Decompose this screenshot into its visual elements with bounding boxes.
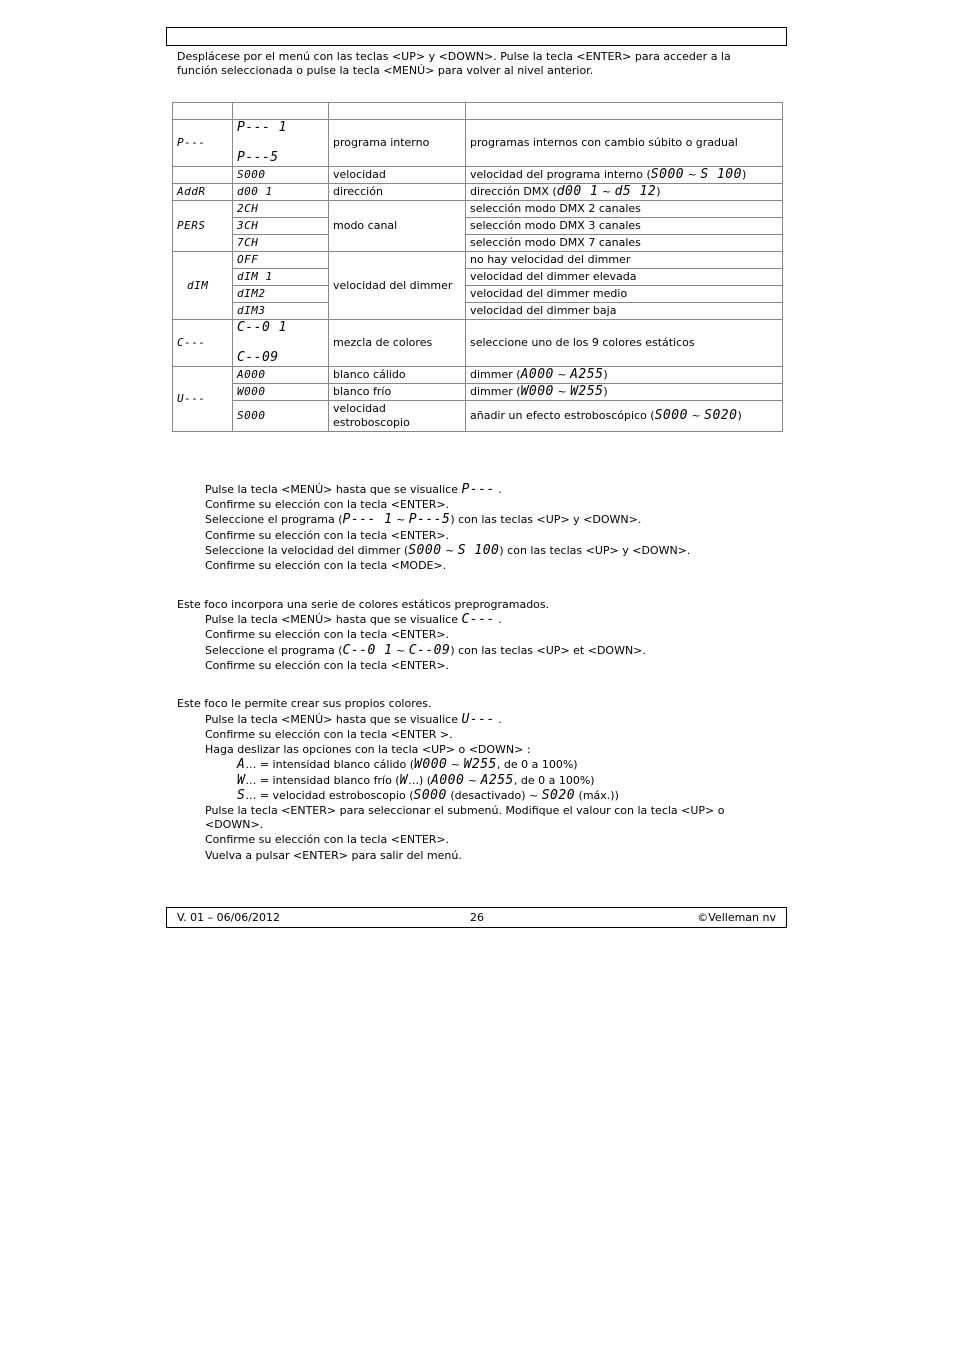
description-cell: selección modo DMX 7 canales [466,235,783,252]
page-number: 26 [470,911,484,924]
intro-line-2: función seleccionada o pulse la tecla <MENÚ> para volver al nivel anterior. [177,64,594,77]
step-line: Seleccione la velocidad del dimmer (S000 ~ S 100) con las teclas <UP> y <DOWN>. [205,543,691,558]
menu-table [172,102,783,432]
footer-copyright: ©Velleman nv [697,911,776,924]
table-row [173,201,783,218]
table-row [173,218,783,235]
function-cell: velocidad [329,167,466,184]
step-line: <DOWN>. [205,818,264,831]
description-cell: selección modo DMX 2 canales [466,201,783,218]
table-row [173,286,783,303]
step-line: Confirme su elección con la tecla <ENTER>. [205,833,450,846]
footer-version: V. 01 – 06/06/2012 [177,911,280,924]
submenu-code: P---5 [237,150,279,165]
table-row [173,384,783,401]
submenu-code: dIM2 [233,286,329,303]
step-line: Pulse la tecla <MENÚ> hasta que se visualice P--- . [205,482,502,497]
footer [166,907,787,928]
submenu-code: 7CH [233,235,329,252]
step-line: Confirme su elección con la tecla <ENTER>. [205,529,450,542]
option-line: S… = velocidad estroboscopio (S000 (desactivado) ~ S020 (máx.)) [237,788,619,803]
submenu-code: OFF [233,252,329,269]
table-row [173,269,783,286]
table-row [173,167,783,184]
function-cell: blanco cálido [329,367,466,384]
section-intro: Este foco le permite crear sus propios colores. [177,697,432,710]
submenu-code: A000 [233,367,329,384]
submenu-code: P--- 1 [237,120,287,135]
submenu-code: 2CH [233,201,329,218]
description-cell: dimmer (W000 ~ W255) [466,384,783,401]
menu-code: PERS [173,201,233,252]
table-row [173,401,783,432]
table-row [173,235,783,252]
description-cell: no hay velocidad del dimmer [466,252,783,269]
table-header-row [173,103,783,120]
description-cell: velocidad del dimmer elevada [466,269,783,286]
table-row [173,252,783,269]
description-cell: programas internos con cambio súbito o gradual [466,120,783,167]
submenu-code: dIM 1 [233,269,329,286]
table-row [173,320,783,367]
submenu-code: C--0 1 [237,320,287,335]
step-line: Pulse la tecla <MENÚ> hasta que se visualice C--- . [205,612,502,627]
menu-code: AddR [173,184,233,201]
intro-text [177,50,767,78]
step-line: Confirme su elección con la tecla <ENTER>. [205,659,450,672]
description-cell: dimmer (A000 ~ A255) [466,367,783,384]
menu-code: C--- [173,320,233,367]
menu-code: U--- [173,367,233,432]
description-cell: dirección DMX (d00 1 ~ d5 12) [466,184,783,201]
intro-line-1: Desplácese por el menú con las teclas <UP> y <DOWN>. Pulse la tecla <ENTER> para acceder a la [177,50,731,63]
menu-code: P--- [173,120,233,167]
step-line: Seleccione el programa (P--- 1 ~ P---5) con las teclas <UP> y <DOWN>. [205,512,642,527]
table-row [173,120,783,167]
description-cell: velocidad del dimmer baja [466,303,783,320]
menu-code: dIM [173,252,233,320]
step-line: Pulse la tecla <ENTER> para seleccionar el submenú. Modifique el valour con la tecla <UP> o [205,804,725,817]
step-line: Seleccione el programa (C--0 1 ~ C--09) con las teclas <UP> et <DOWN>. [205,643,646,658]
submenu-code: d00 1 [233,184,329,201]
table-row [173,367,783,384]
submenu-code: dIM3 [233,303,329,320]
header-box [166,27,787,46]
function-cell: velocidad estroboscopio [329,401,466,432]
function-cell: velocidad del dimmer [329,252,466,320]
submenu-cell [233,320,329,367]
description-cell: selección modo DMX 3 canales [466,218,783,235]
function-cell: modo canal [329,201,466,252]
table-row [173,303,783,320]
step-line: Confirme su elección con la tecla <ENTER>. [205,498,450,511]
description-cell: seleccione uno de los 9 colores estáticos [466,320,783,367]
option-line: W… = intensidad blanco frío (W…) (A000 ~ A255, de 0 a 100%) [237,773,595,788]
submenu-code: 3CH [233,218,329,235]
description-cell: velocidad del dimmer medio [466,286,783,303]
description-cell: añadir un efecto estroboscópico (S000 ~ S020) [466,401,783,432]
function-cell: programa interno [329,120,466,167]
step-line: Pulse la tecla <MENÚ> hasta que se visualice U--- . [205,712,502,727]
submenu-code: S000 [233,401,329,432]
option-line: A… = intensidad blanco cálido (W000 ~ W255, de 0 a 100%) [237,757,578,772]
function-cell: blanco frío [329,384,466,401]
step-line: Vuelva a pulsar <ENTER> para salir del menú. [205,849,462,862]
submenu-code: C--09 [237,350,279,365]
step-line: Confirme su elección con la tecla <ENTER>. [205,628,450,641]
section-intro: Este foco incorpora una serie de colores estáticos preprogramados. [177,598,550,611]
submenu-code: W000 [233,384,329,401]
description-cell: velocidad del programa interno (S000 ~ S 100) [466,167,783,184]
step-line: Confirme su elección con la tecla <ENTER >. [205,728,453,741]
function-cell: mezcla de colores [329,320,466,367]
table-row [173,184,783,201]
step-line: Haga deslizar las opciones con la tecla <UP> o <DOWN> : [205,743,531,756]
step-line: Confirme su elección con la tecla <MODE>. [205,559,447,572]
submenu-code: S000 [233,167,329,184]
submenu-cell [233,120,329,167]
function-cell: dirección [329,184,466,201]
